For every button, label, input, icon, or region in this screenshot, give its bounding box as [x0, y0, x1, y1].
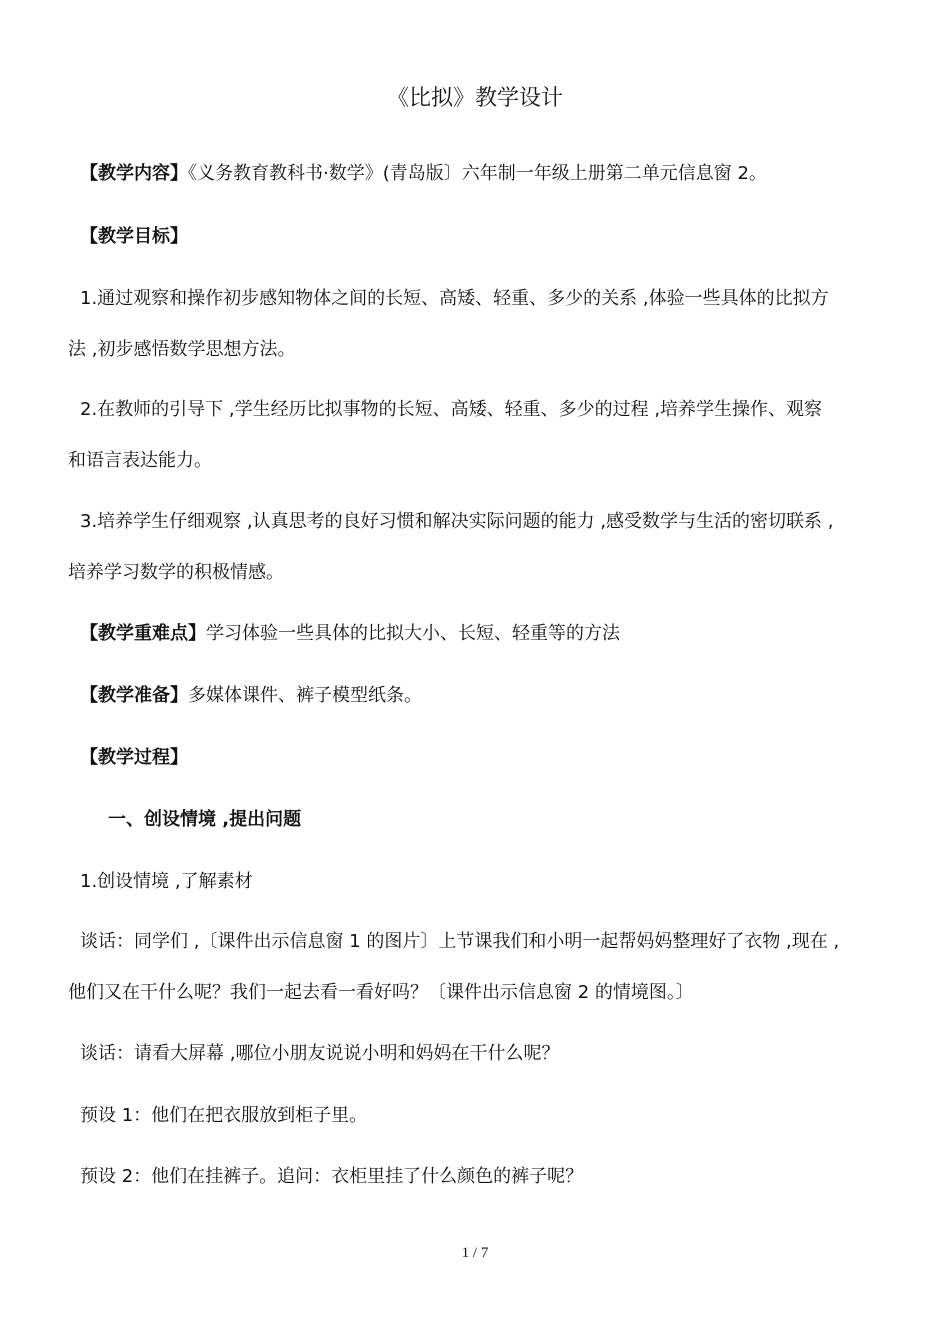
step1: 1.创设情境 ,了解素材 — [80, 871, 253, 892]
preset2: 预设 2：他们在挂裤子。追问：衣柜里挂了什么颜色的裤子呢？ — [80, 1166, 584, 1187]
prep-paragraph — [80, 683, 422, 709]
goal3-line1: 3.培养学生仔细观察 ,认真思考的良好习惯和解决实际问题的能力 ,感受数学与生活的密切联系 , — [80, 511, 834, 532]
document-title: 《比拟》教学设计 — [386, 86, 563, 111]
keypoint-label: 【教学重难点】 — [80, 623, 206, 644]
page-number: 1 / 7 — [461, 1245, 489, 1261]
prep-text: 多媒体课件、裤子模型纸条。 — [188, 685, 422, 706]
goal3-line2: 培养学习数学的积极情感。 — [68, 562, 284, 583]
talk1-line1: 谈话：同学们 ,〔课件出示信息窗 1 的图片〕上节课我们和小明一起帮妈妈整理好了衣物 ,现在 , — [80, 931, 840, 952]
section1-heading: 一、创设情境 ,提出问题 — [108, 809, 302, 830]
goals-label: 【教学目标】 — [80, 226, 188, 247]
keypoint-paragraph — [80, 621, 620, 647]
goal2-line1: 2.在教师的引导下 ,学生经历比拟事物的长短、高矮、轻重、多少的过程 ,培养学生操作、观察 — [80, 399, 823, 420]
content-text: 《义务教育教科书·数学》(青岛版〕六年制一年级上册第二单元信息窗 2。 — [188, 163, 767, 184]
talk1-line2: 他们又在干什么呢？我们一起去看一看好吗？〔课件出示信息窗 2 的情境图。〕 — [68, 982, 694, 1003]
content-paragraph — [80, 161, 767, 187]
talk2: 谈话：请看大屏幕 ,哪位小朋友说说小明和妈妈在干什么呢？ — [80, 1043, 560, 1064]
preset1: 预设 1：他们在把衣服放到柜子里。 — [80, 1105, 368, 1126]
process-label: 【教学过程】 — [80, 747, 188, 768]
goal1-line1: 1.通过观察和操作初步感知物体之间的长短、高矮、轻重、多少的关系 ,体验一些具体的比拟方 — [80, 288, 829, 309]
goal1-line2: 法 ,初步感悟数学思想方法。 — [68, 339, 296, 360]
prep-label: 【教学准备】 — [80, 685, 188, 706]
keypoint-text: 学习体验一些具体的比拟大小、长短、轻重等的方法 — [206, 623, 620, 644]
goal2-line2: 和语言表达能力。 — [68, 450, 212, 471]
content-label: 【教学内容】 — [80, 163, 188, 184]
